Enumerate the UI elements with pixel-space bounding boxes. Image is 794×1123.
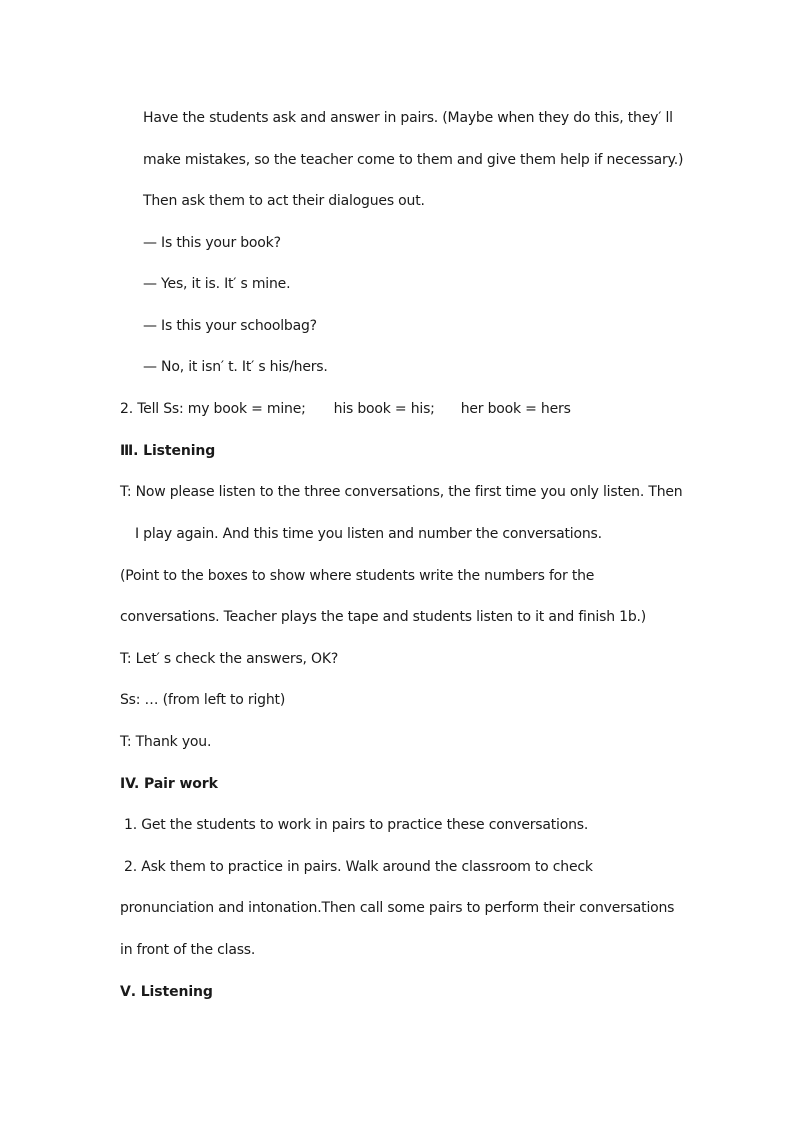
section-3-line-3: (Point to the boxes to show where students write the numbers for the [120, 568, 595, 584]
section-4-line-4: in front of the class. [120, 942, 256, 958]
section-4-heading: IV. Pair work [120, 776, 218, 792]
section-3-heading: Ⅲ. Listening [120, 443, 216, 459]
dialog-line-4: — No, it isn′ t. It′ s his/hers. [143, 359, 328, 375]
tell-part-2: his book = his; [333, 401, 435, 417]
section-4-line-2: 2. Ask them to practice in pairs. Walk around the classroom to check [124, 859, 593, 875]
section-4-line-1: 1. Get the students to work in pairs to practice these conversations. [124, 817, 589, 833]
tell-line [120, 400, 571, 418]
dialog-intro-line-3: Then ask them to act their dialogues out. [143, 193, 425, 209]
section-3-line-7: T: Thank you. [120, 734, 212, 750]
dialog-line-3: — Is this your schoolbag? [143, 318, 317, 334]
dialog-line-1: — Is this your book? [143, 235, 281, 251]
section-3-line-6: Ss: … (from left to right) [120, 692, 286, 708]
section-3-line-2: I play again. And this time you listen and number the conversations. [135, 526, 602, 542]
section-5-heading: Ⅴ. Listening [120, 984, 213, 1000]
section-3-line-5: T: Let′ s check the answers, OK? [120, 651, 339, 667]
section-4-line-3: pronunciation and intonation.Then call some pairs to perform their conversations [120, 900, 675, 916]
tell-part-1: 2. Tell Ss: my book = mine; [120, 401, 306, 417]
section-3-line-4: conversations. Teacher plays the tape and students listen to it and finish 1b.) [120, 609, 647, 625]
tell-part-3: her book = hers [460, 401, 571, 417]
section-3-line-1: T: Now please listen to the three conversations, the first time you only listen. Then [120, 484, 683, 500]
dialog-intro-line-2: make mistakes, so the teacher come to them and give them help if necessary.) [143, 152, 684, 168]
dialog-line-2: — Yes, it is. It′ s mine. [143, 276, 291, 292]
dialog-intro-line-1: Have the students ask and answer in pairs. (Maybe when they do this, they′ ll [143, 110, 673, 126]
